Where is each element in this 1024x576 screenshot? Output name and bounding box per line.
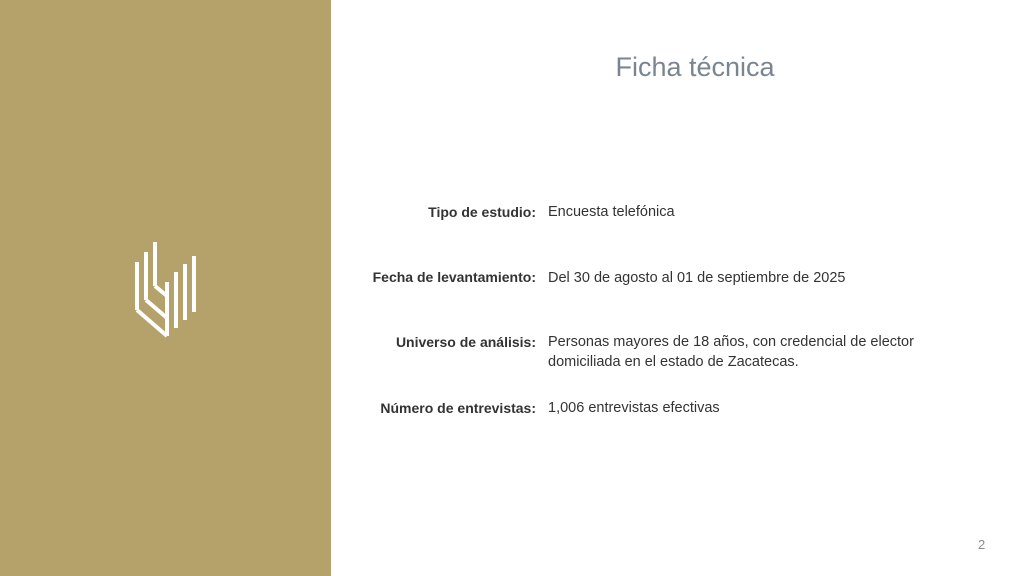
interviews-value: 1,006 entrevistas efectivas bbox=[548, 400, 720, 416]
study-type-value: Encuesta telefónica bbox=[548, 204, 675, 220]
slide-title: Ficha técnica bbox=[615, 52, 775, 82]
brand-logo-icon bbox=[133, 238, 199, 338]
interviews-label: Número de entrevistas: bbox=[380, 400, 536, 416]
survey-date-label: Fecha de levantamiento: bbox=[372, 269, 536, 285]
survey-date-value: Del 30 de agosto al 01 de septiembre de 2025 bbox=[548, 270, 846, 286]
side-panel bbox=[0, 0, 331, 576]
study-type-label: Tipo de estudio: bbox=[428, 204, 536, 220]
universe-value bbox=[548, 332, 968, 372]
page-number: 2 bbox=[978, 537, 986, 552]
universe-value-line-2: domiciliada en el estado de Zacatecas. bbox=[548, 354, 799, 370]
universe-value-line-1: Personas mayores de 18 años, con credencial de elector bbox=[548, 334, 914, 350]
universe-label: Universo de análisis: bbox=[395, 334, 536, 350]
